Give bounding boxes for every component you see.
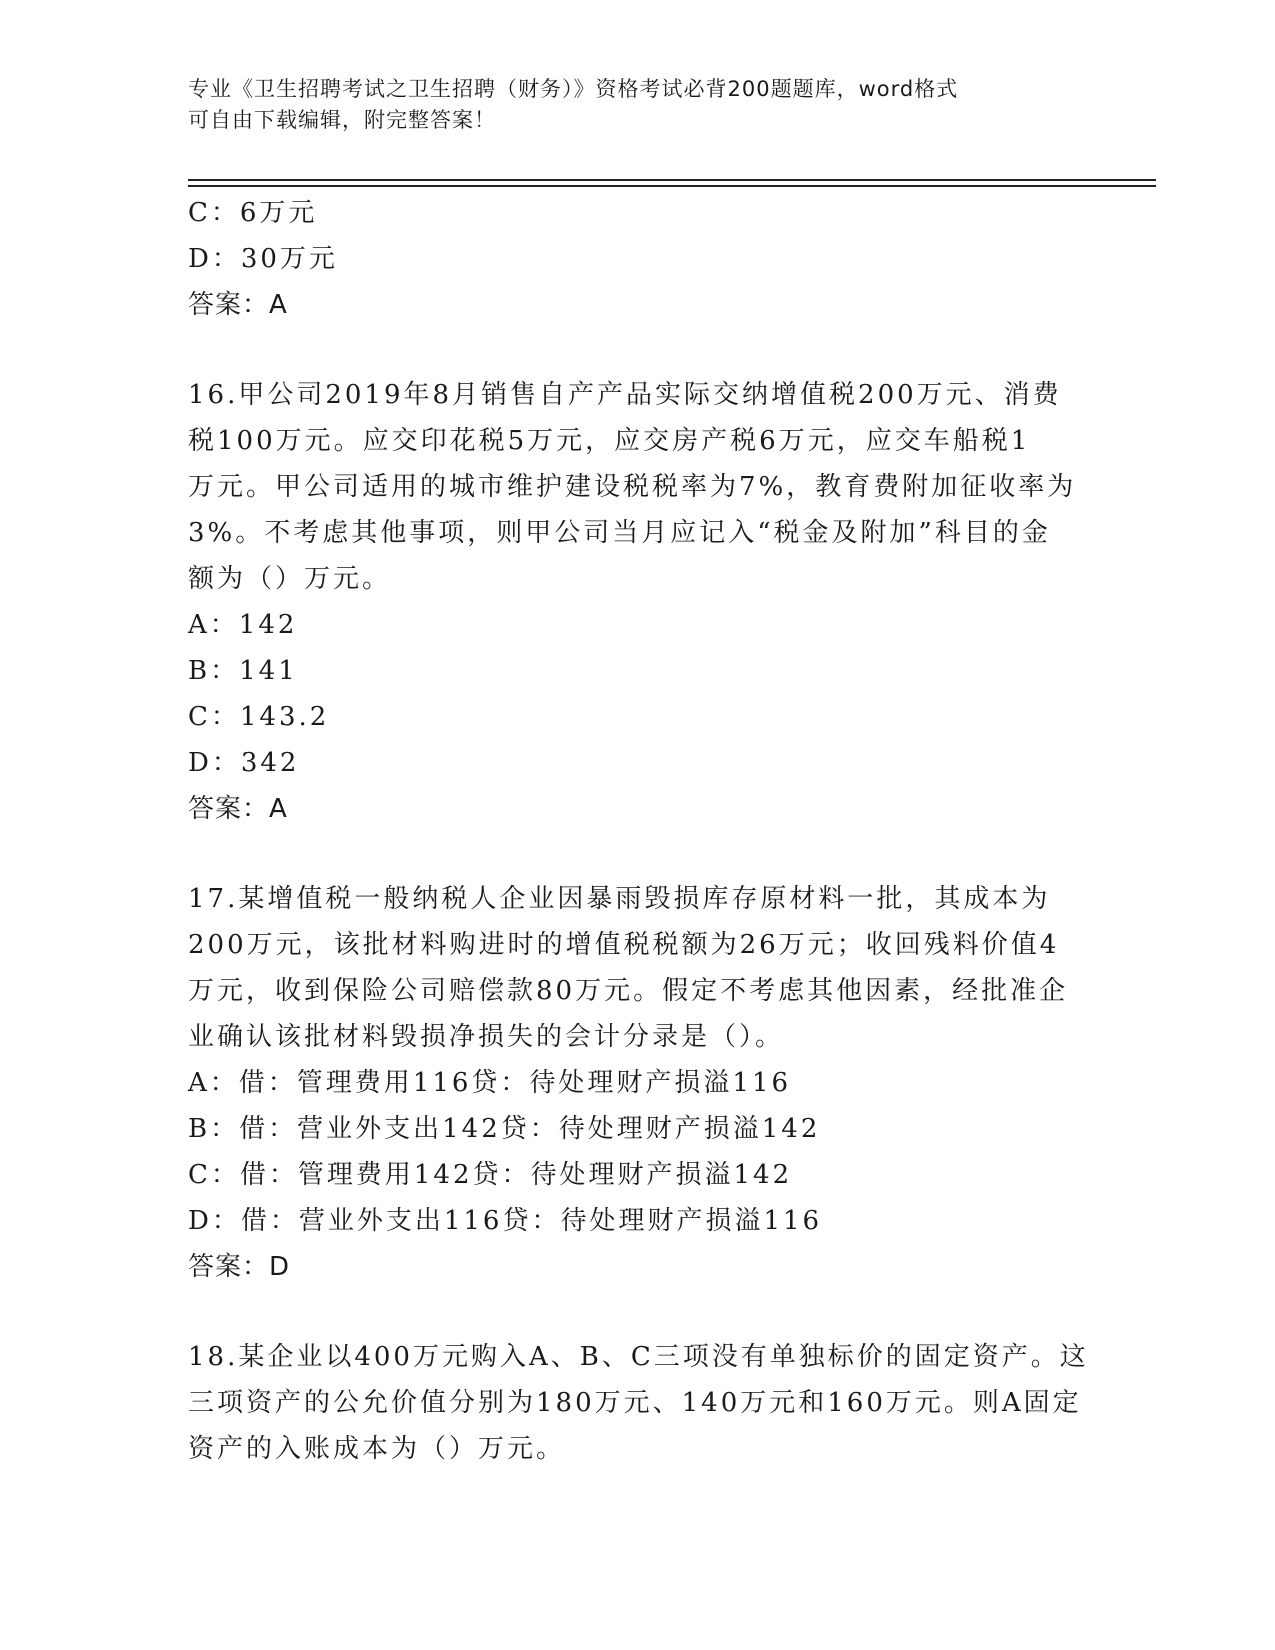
option-c: C：143.2 bbox=[188, 702, 330, 732]
answer-line: 答案：A bbox=[188, 290, 288, 320]
question-18 bbox=[188, 1334, 1088, 1472]
option-c: C：借：管理费用142贷：待处理财产损溢142 bbox=[188, 1160, 793, 1190]
document-header bbox=[188, 74, 1088, 136]
question-text-line: 税100万元。应交印花税5万元，应交房产税6万元，应交车船税1 bbox=[188, 426, 1031, 456]
option-a: A：借：管理费用116贷：待处理财产损溢116 bbox=[188, 1068, 792, 1098]
header-line-1: 专业《卫生招聘考试之卫生招聘（财务）》资格考试必背200题题库，word格式 bbox=[188, 77, 959, 101]
question-15-tail bbox=[188, 190, 1088, 328]
option-d: D：342 bbox=[188, 748, 300, 778]
header-line-2: 可自由下载编辑，附完整答案！ bbox=[188, 108, 496, 132]
question-text-line: 业确认该批材料毁损净损失的会计分录是（）。 bbox=[188, 1022, 785, 1052]
question-text-line: 3%。不考虑其他事项，则甲公司当月应记入“税金及附加”科目的金 bbox=[188, 518, 1051, 548]
option-b: B：141 bbox=[188, 656, 298, 686]
question-text-line: 额为（）万元。 bbox=[188, 564, 392, 594]
document-body bbox=[188, 190, 1088, 1472]
option-b: B：借：营业外支出142贷：待处理财产损溢142 bbox=[188, 1114, 821, 1144]
answer-line: 答案：A bbox=[188, 794, 288, 824]
option-d: D：30万元 bbox=[188, 244, 338, 274]
question-text-line: 万元，收到保险公司赔偿款80万元。假定不考虑其他因素，经批准企 bbox=[188, 976, 1069, 1006]
option-a: A：142 bbox=[188, 610, 298, 640]
header-divider-bottom bbox=[188, 185, 1156, 187]
question-text-line: 万元。甲公司适用的城市维护建设税税率为7%，教育费附加征收率为 bbox=[188, 472, 1077, 502]
question-text-line: 18.某企业以400万元购入A、B、C三项没有单独标价的固定资产。这 bbox=[188, 1342, 1089, 1372]
answer-line: 答案：D bbox=[188, 1252, 291, 1282]
question-text-line: 16.甲公司2019年8月销售自产产品实际交纳增值税200万元、消费 bbox=[188, 380, 1062, 410]
header-divider-top bbox=[188, 179, 1156, 181]
question-text-line: 17.某增值税一般纳税人企业因暴雨毁损库存原材料一批，其成本为 bbox=[188, 884, 1051, 914]
question-16 bbox=[188, 372, 1088, 832]
question-17 bbox=[188, 876, 1088, 1290]
option-c: C：6万元 bbox=[188, 198, 318, 228]
option-d: D：借：营业外支出116贷：待处理财产损溢116 bbox=[188, 1206, 823, 1236]
question-text-line: 资产的入账成本为（）万元。 bbox=[188, 1434, 566, 1464]
question-text-line: 三项资产的公允价值分别为180万元、140万元和160万元。则A固定 bbox=[188, 1388, 1082, 1418]
question-text-line: 200万元，该批材料购进时的增值税税额为26万元；收回残料价值4 bbox=[188, 930, 1060, 960]
